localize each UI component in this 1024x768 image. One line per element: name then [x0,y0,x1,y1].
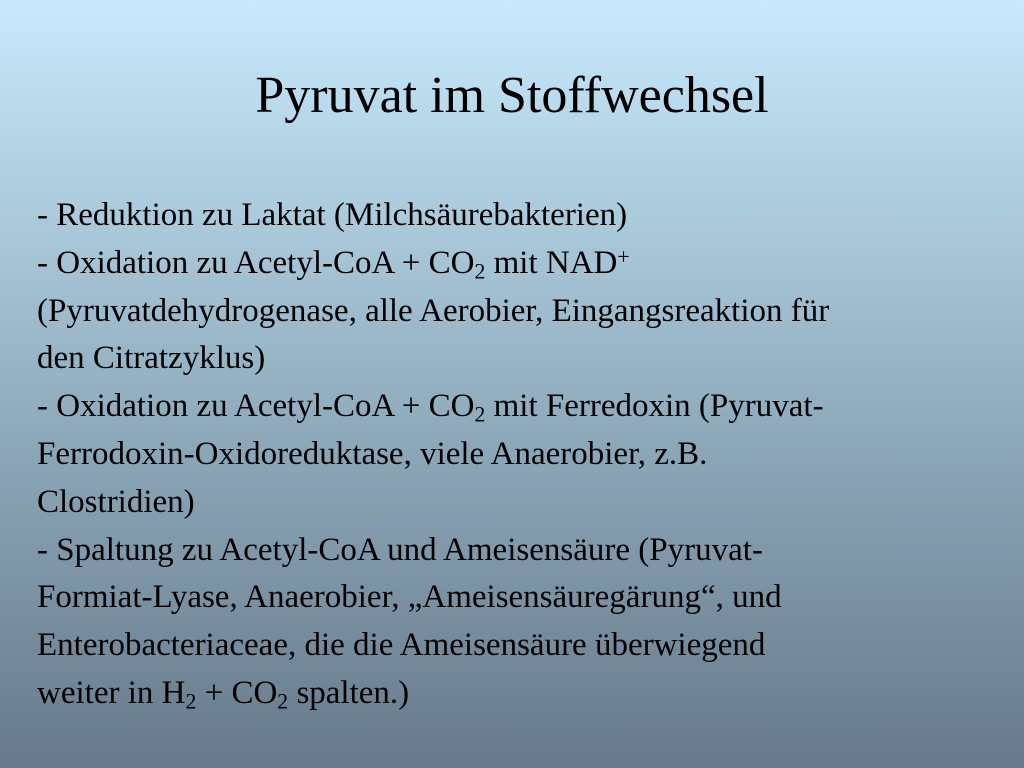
slide-title: Pyruvat im Stoffwechsel [255,67,769,124]
bullet-oxidation-nad-cont: (Pyruvatdehydrogenase, alle Aerobier, Eingangsreaktion für [37,292,830,329]
bullet-cleavage-formate-cont [37,670,1002,718]
text-segment: weiter in H [37,674,186,711]
bullet-oxidation-nad [37,240,1002,288]
superscript-plus: + [617,244,630,269]
text-segment: + CO [196,674,278,711]
text-segment: spalten.) [288,674,410,711]
text-segment: - Oxidation zu Acetyl-CoA + CO [37,388,475,425]
subscript-2: 2 [474,402,486,427]
text-segment: - Oxidation zu Acetyl-CoA + CO [37,244,475,281]
bullet-oxidation-ferredoxin-cont: Clostridien) [37,483,195,520]
bullet-oxidation-nad-cont: den Citratzyklus) [37,340,266,377]
text-segment: mit Ferredoxin (Pyruvat- [485,388,824,425]
subscript-2: 2 [474,259,486,284]
slide-body [37,192,1002,718]
bullet-cleavage-formate-cont: Enterobacteriaceae, die die Ameisensäure überwiegend [37,627,766,664]
bullet-reduction-lactate: - Reduktion zu Laktat (Milchsäurebakterien) [37,197,628,233]
text-segment: mit NAD [485,244,618,281]
bullet-oxidation-ferredoxin [37,383,1002,431]
bullet-cleavage-formate-cont: Formiat-Lyase, Anaerobier, „Ameisensäuregärung“, und [37,579,782,616]
bullet-cleavage-formate: - Spaltung zu Acetyl-CoA und Ameisensäure (Pyruvat- [37,531,763,568]
subscript-2: 2 [185,689,197,714]
bullet-oxidation-ferredoxin-cont: Ferrodoxin-Oxidoreduktase, viele Anaerobier, z.B. [37,435,708,472]
subscript-2: 2 [277,689,289,714]
